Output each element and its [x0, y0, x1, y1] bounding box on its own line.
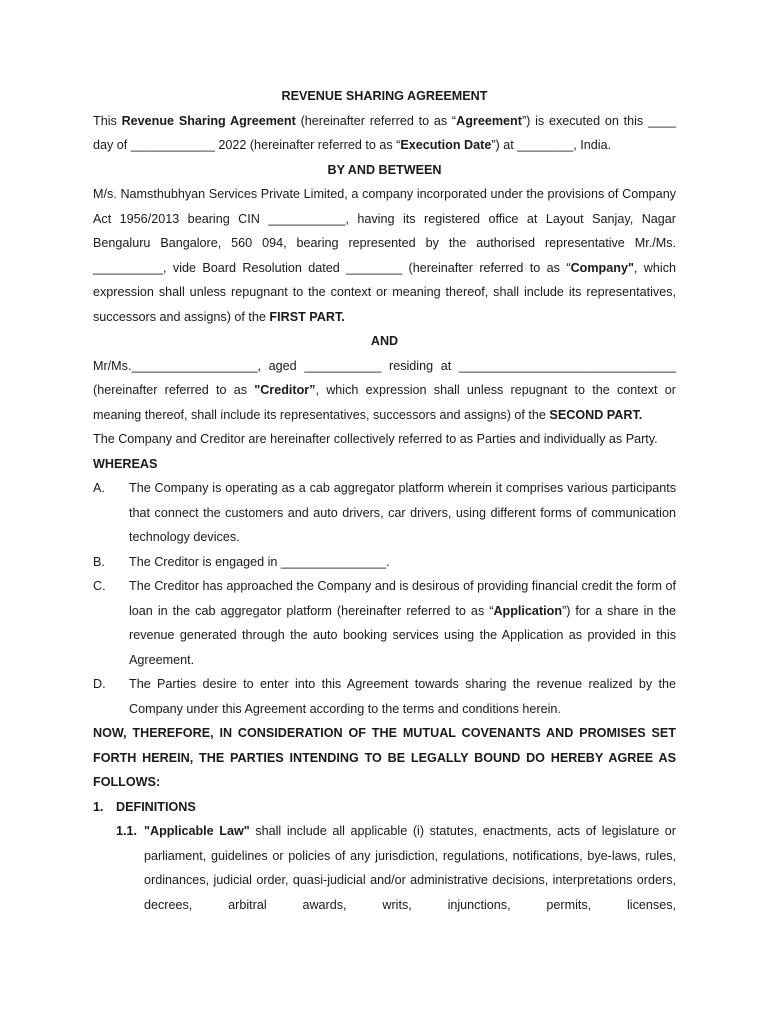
recital-b — [93, 550, 676, 575]
intro-paragraph: This Revenue Sharing Agreement (hereinafter referred to as “Agreement”) is executed on this ____ day of ____________ 2022 (hereinafter referred to as “Execution Date”) at ________, India. — [93, 113, 676, 152]
recital-b-text: The Creditor is engaged in _______________. — [129, 554, 390, 569]
definition-1-1-number: 1.1. — [116, 824, 138, 838]
definition-term: "Applicable Law" — [144, 824, 250, 838]
recital-d — [93, 672, 676, 721]
definition-1-1 — [93, 819, 676, 917]
recital-d-text: The Parties desire to enter into this Agreement towards sharing the revenue realized by the Company under this Agreement according to the terms and conditions herein. — [129, 677, 676, 716]
recital-c-label: C. — [93, 579, 106, 593]
document-body — [93, 84, 676, 917]
document-title: REVENUE SHARING AGREEMENT — [281, 89, 488, 103]
definition-1-1-text: "Applicable Law" shall include all applicable (i) statutes, enactments, acts of legislature or parliament, guidelines or policies of any jurisdiction, regulations, notifications, bye-laws, rules, ordinances, judicial order, quasi-judicial and/or administrative decisions, interpretations orders, decrees, arbitral awards, writs, injunctions, permits, licenses, — [144, 824, 676, 912]
section-1-number: 1. — [93, 799, 104, 814]
recital-c-text: The Creditor has approached the Company and is desirous of providing financial credit the form of loan in the cab aggregator platform (hereinafter referred to as “Application”) for a share in the revenue generated through the auto booking services using the Application as provided in this Agreement. — [129, 579, 676, 667]
and-heading: AND — [370, 334, 399, 348]
recital-b-label: B. — [93, 554, 105, 569]
parties-definition-line: The Company and Creditor are hereinafter collectively referred to as Parties and individually as Party. — [93, 432, 658, 446]
recital-a-text: The Company is operating as a cab aggregator platform wherein it comprises various participants that connect the customers and auto drivers, car drivers, using different forms of communication technology devices. — [129, 481, 676, 544]
section-1-title: DEFINITIONS — [116, 799, 196, 814]
recital-d-label: D. — [93, 677, 106, 691]
section-1-heading — [93, 795, 676, 820]
by-and-between-heading: BY AND BETWEEN — [327, 162, 442, 177]
recital-a-label: A. — [93, 481, 105, 495]
whereas-heading: WHEREAS — [93, 456, 158, 471]
recital-c — [93, 574, 676, 672]
first-party-paragraph: M/s. Namsthubhyan Services Private Limited, a company incorporated under the provisions of Company Act 1956/2013 bearing CIN ___________, having its registered office at Layout Sanjay, Nagar Bengaluru Bangalore, 560 094, bearing represented by the authorised representative Mr./Ms. __________, vide Board Resolution dated ________ (hereinafter referred to as “Company", which expression shall unless repugnant to the context or meaning thereof, shall include its representatives, successors and assigns) of the FIRST PART. — [93, 187, 676, 324]
recital-a — [93, 476, 676, 550]
now-therefore-clause: NOW, THEREFORE, IN CONSIDERATION OF THE MUTUAL COVENANTS AND PROMISES SET FORTH HEREIN, THE PARTIES INTENDING TO BE LEGALLY BOUND DO HEREBY AGREE AS FOLLOWS: — [93, 726, 676, 789]
second-party-paragraph: Mr/Ms.__________________, aged ___________ residing at _______________________________ (hereinafter referred to as "Creditor”, which expression shall unless repugnant to the context or meaning thereof, shall include its representatives, successors and assigns) of the SECOND PART. — [93, 358, 676, 422]
